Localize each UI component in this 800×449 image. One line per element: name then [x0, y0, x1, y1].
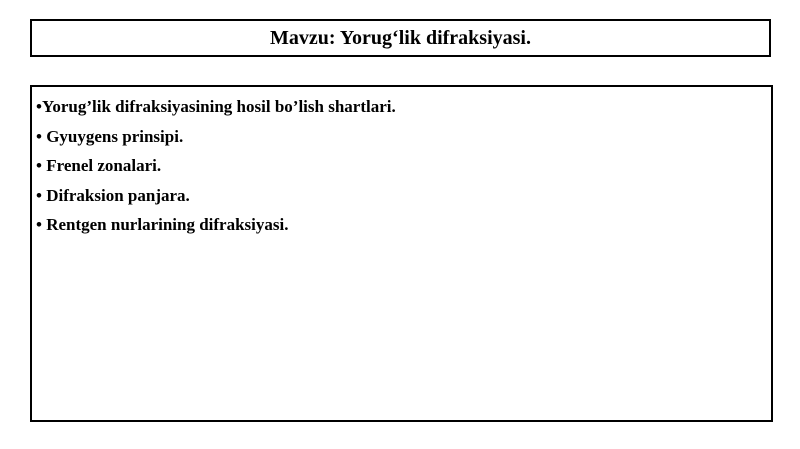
content-box [30, 85, 773, 422]
bullet-item: • Gyuygens prinsipi. [36, 126, 184, 146]
bullet-item: • Difraksion panjara. [36, 185, 190, 205]
bullet-item: • Rentgen nurlarining difraksiyasi. [36, 215, 289, 234]
slide-title: Mavzu: Yorug‘lik difraksiyasi. [270, 27, 531, 49]
bullet-item: • Frenel zonalari. [36, 156, 162, 175]
title-box [30, 19, 771, 57]
bullet-list [36, 92, 771, 240]
bullet-item: •Yorug’lik difraksiyasining hosil bo’lish shartlari. [36, 97, 396, 116]
